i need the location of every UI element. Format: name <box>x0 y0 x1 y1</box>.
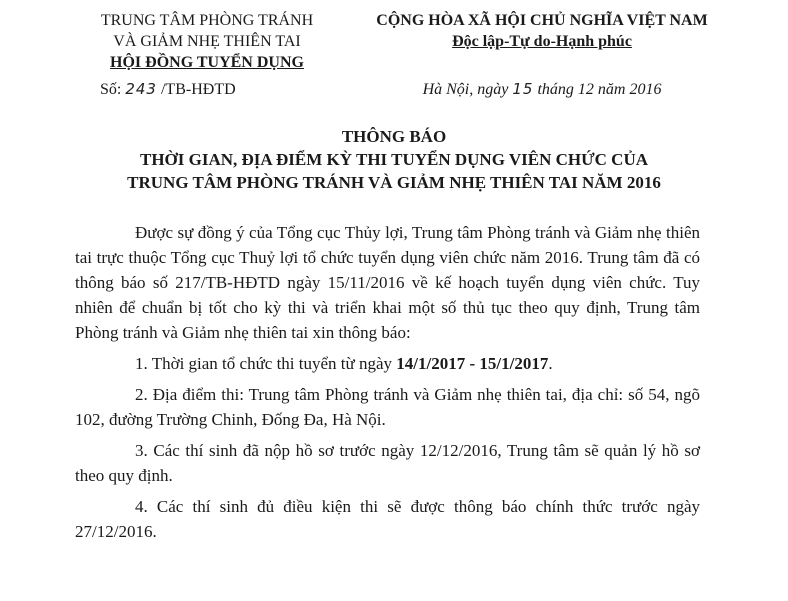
item-1-dates: 14/1/2017 - 15/1/2017 <box>396 354 549 373</box>
notice-title <box>0 125 788 194</box>
doc-number-handwritten: 243 <box>125 80 157 98</box>
intro-paragraph: Được sự đồng ý của Tổng cục Thủy lợi, Trung tâm Phòng tránh và Giảm nhẹ thiên tai trực thuộc Tổng cục Thuỷ lợi tổ chức tuyển dụng viên chức năm 2016. Trung tâm đã có thông báo số 217/TB-HĐTD ngày 15/11/2016 về kế hoạch tuyển dụng viên chức. Tuy nhiên để chuẩn bị tốt cho kỳ thi và triển khai một số thủ tục theo quy định, Trung tâm Phòng tránh và Giảm nhẹ thiên tai xin thông báo: <box>75 223 700 342</box>
item-1-text: 1. Thời gian tổ chức thi tuyển từ ngày <box>135 354 393 373</box>
date-prefix: Hà Nội, ngày <box>422 81 509 98</box>
title-line-2: THỜI GIAN, ĐỊA ĐIỂM KỲ THI TUYỂN DỤNG VIÊN CHỨC CỦA <box>139 150 649 169</box>
national-motto: Độc lập-Tự do-Hạnh phúc <box>452 33 632 50</box>
item-4: 4. Các thí sinh đủ điều kiện thi sẽ được thông báo chính thức trước ngày 27/12/2016. <box>75 497 700 541</box>
item-2: 2. Địa điểm thi: Trung tâm Phòng tránh và Giảm nhẹ thiên tai, địa chỉ: số 54, ngõ 102, đường Trường Chinh, Đống Đa, Hà Nội. <box>75 385 700 429</box>
notice-body <box>75 220 700 544</box>
document-number <box>100 80 236 99</box>
issue-date <box>352 80 732 99</box>
issuer-council: HỘI ĐỒNG TUYỂN DỤNG <box>110 54 304 71</box>
doc-number-prefix: Số: <box>100 81 122 98</box>
item-3: 3. Các thí sinh đã nộp hồ sơ trước ngày 12/12/2016, Trung tâm sẽ quản lý hồ sơ theo quy định. <box>75 441 700 485</box>
date-rest: tháng 12 năm 2016 <box>537 81 662 98</box>
national-header <box>352 10 732 52</box>
item-1-end: . <box>548 354 553 373</box>
date-day-handwritten: 15 <box>512 80 534 98</box>
issuer-line-2: VÀ GIẢM NHẸ THIÊN TAI <box>113 33 301 50</box>
national-title: CỘNG HÒA XÃ HỘI CHỦ NGHĨA VIỆT NAM <box>376 12 708 29</box>
issuer-line-1: TRUNG TÂM PHÒNG TRÁNH <box>100 12 314 29</box>
title-line-1: THÔNG BÁO <box>341 127 447 146</box>
item-1 <box>75 351 700 376</box>
issuer-header <box>72 10 342 73</box>
title-line-3: TRUNG TÂM PHÒNG TRÁNH VÀ GIẢM NHẸ THIÊN TAI NĂM 2016 <box>127 173 661 192</box>
doc-number-suffix: /TB-HĐTD <box>160 81 236 98</box>
